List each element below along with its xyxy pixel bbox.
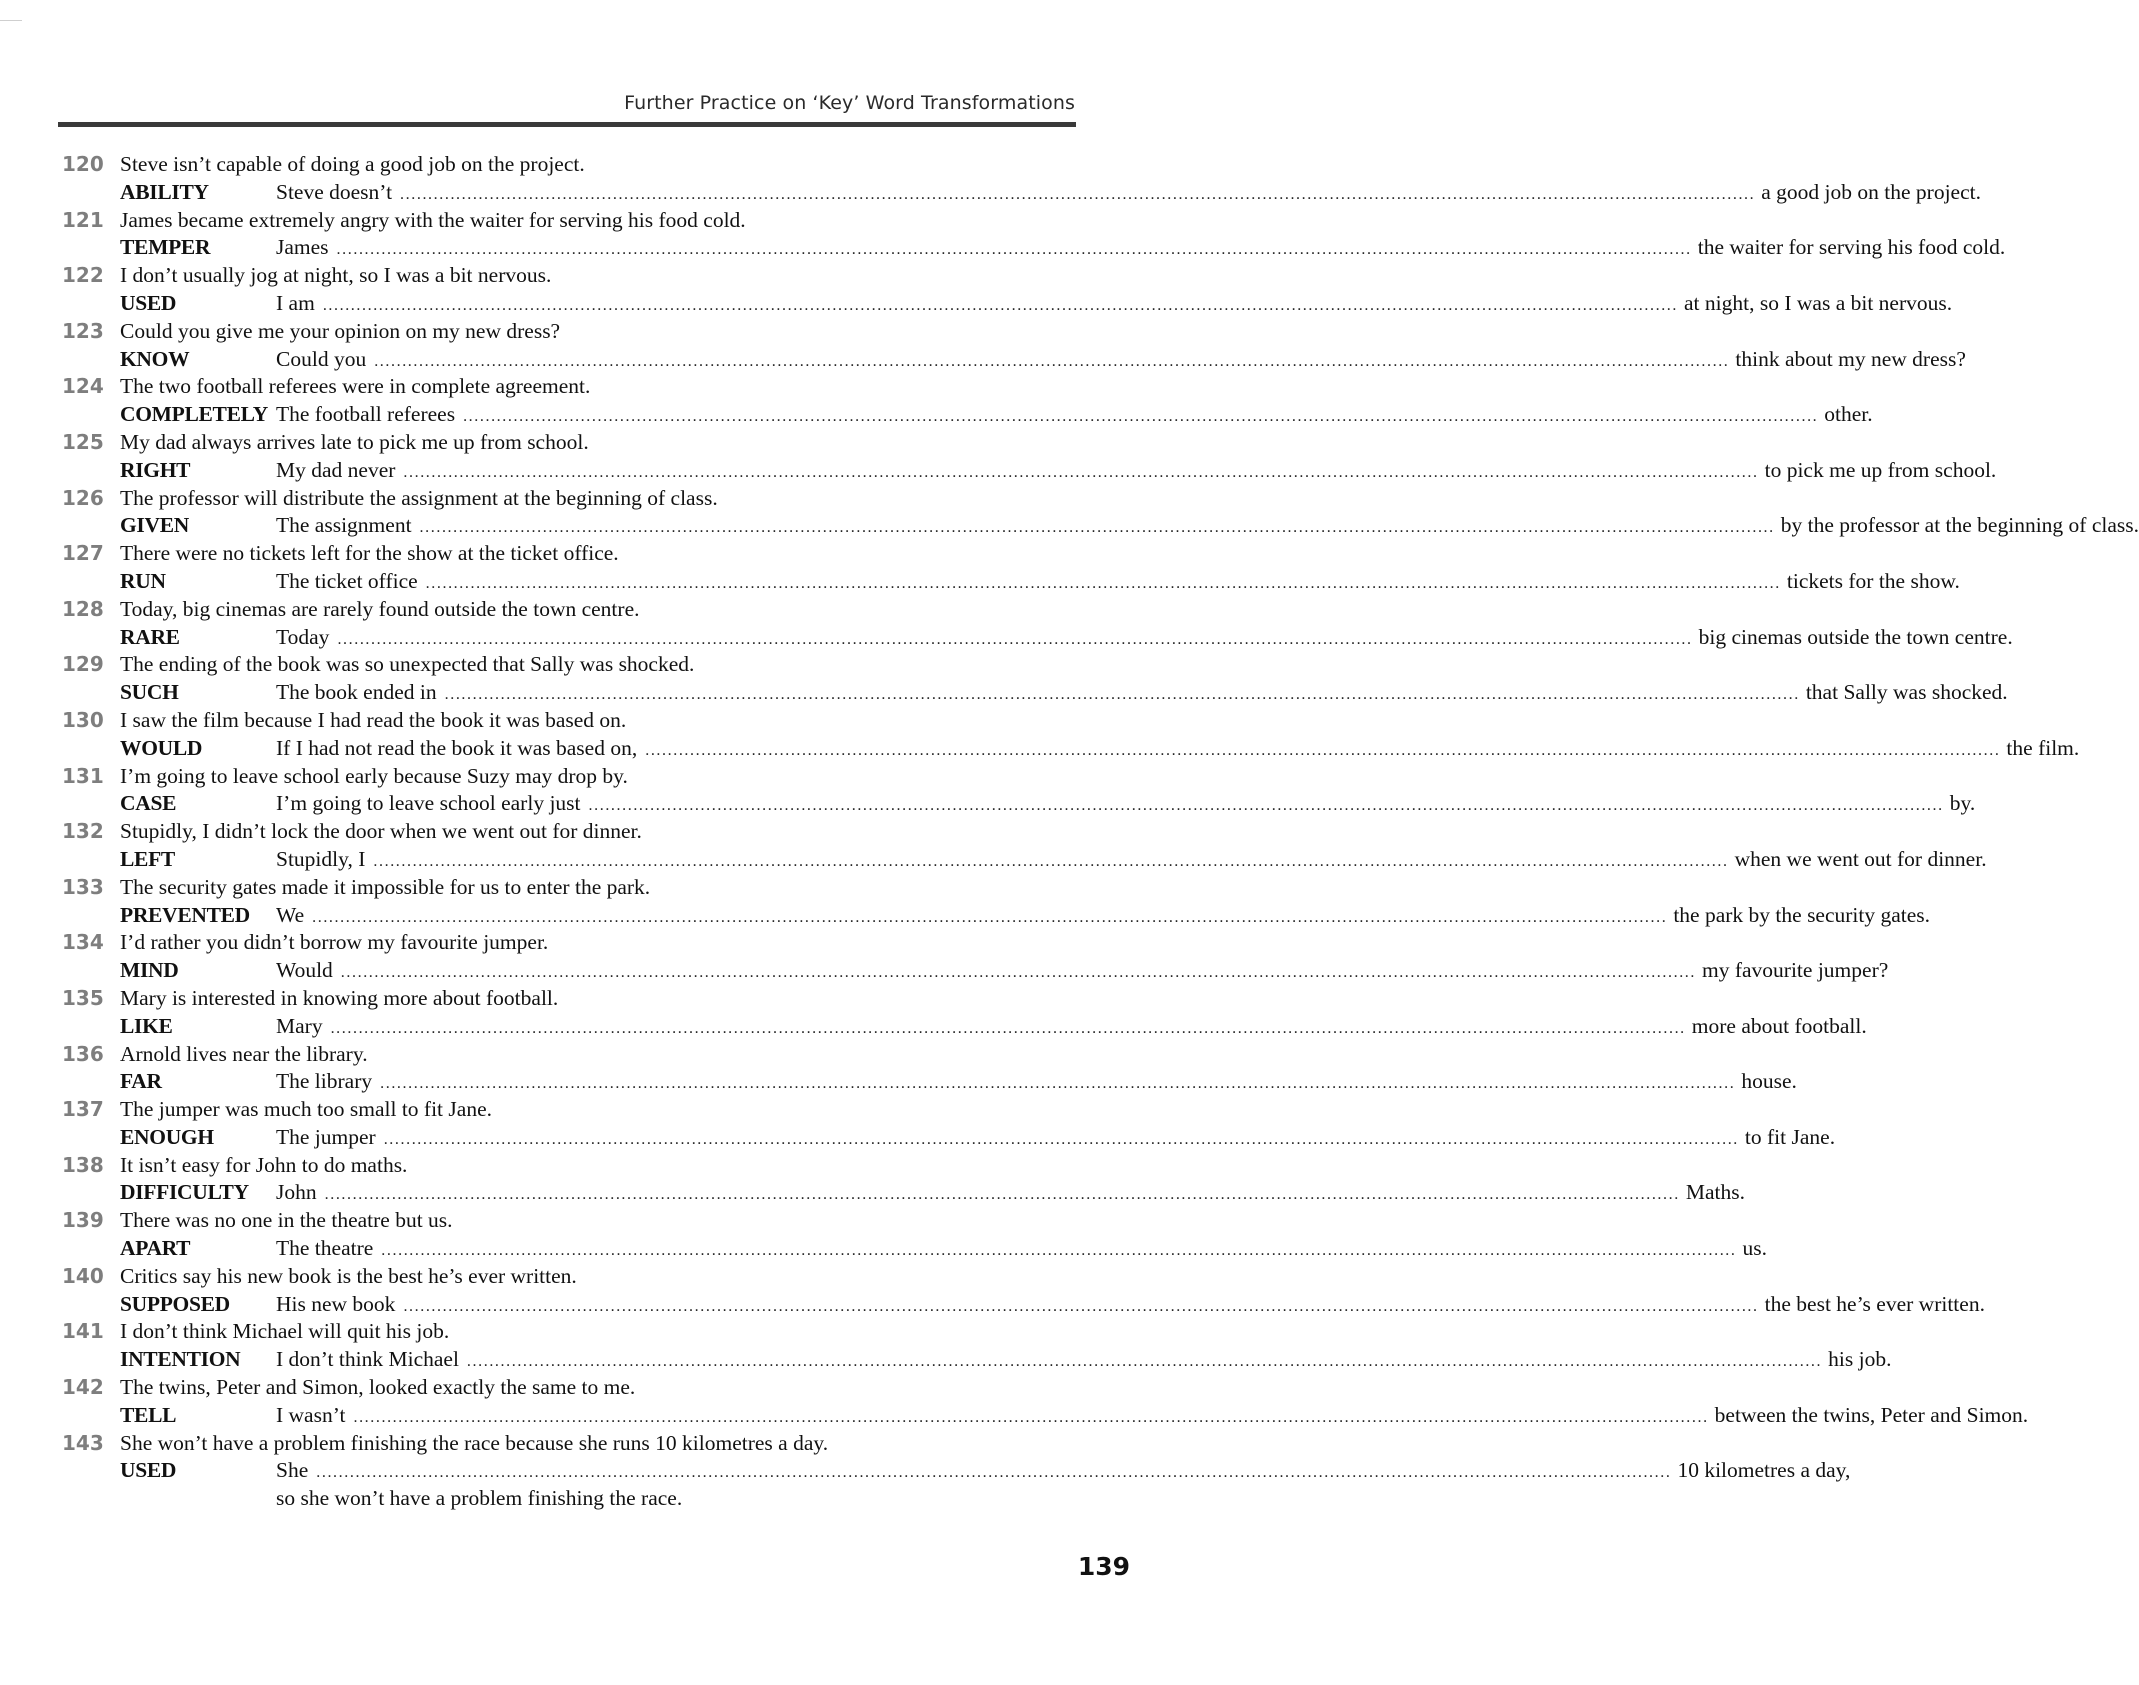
question-line xyxy=(0,929,1191,957)
item-number: 122 xyxy=(62,263,104,288)
key-word: TEMPER xyxy=(120,235,211,260)
answer-sentence xyxy=(276,346,1966,376)
key-word: CASE xyxy=(120,791,177,816)
answer-blank[interactable]: .................................................................................................................................................................................................................................................. xyxy=(403,463,1759,481)
answer-suffix: us. xyxy=(1742,1236,1767,1261)
answer-line xyxy=(0,1068,1797,1096)
answer-line xyxy=(0,1457,1851,1485)
key-word: ENOUGH xyxy=(120,1124,214,1149)
answer-prefix: The jumper xyxy=(276,1124,376,1149)
exercise-item xyxy=(0,1152,1745,1208)
answer-line xyxy=(0,179,1981,207)
question-text: I saw the film because I had read the book it was based on. xyxy=(120,707,627,732)
item-number: 140 xyxy=(62,1263,104,1288)
item-number: 120 xyxy=(62,152,104,176)
answer-line xyxy=(0,902,1931,930)
key-word: TELL xyxy=(120,1402,177,1427)
answer-prefix: I’m going to leave school early just xyxy=(276,791,581,816)
answer-prefix: I don’t think Michael xyxy=(276,1347,459,1372)
question-text: Today, big cinemas are rarely found outside the town centre. xyxy=(120,596,640,621)
answer-blank[interactable]: .................................................................................................................................................................................................................................................. xyxy=(645,741,2001,759)
answer-blank[interactable]: .................................................................................................................................................................................................................................................. xyxy=(353,1408,1709,1426)
answer-line xyxy=(0,457,1997,485)
question-line xyxy=(0,1374,1191,1402)
exercise-item xyxy=(0,1263,1985,1319)
exercise-item xyxy=(0,596,2013,652)
item-number: 141 xyxy=(62,1319,104,1344)
answer-blank[interactable]: .................................................................................................................................................................................................................................................. xyxy=(374,352,1730,370)
answer-line xyxy=(0,1346,1892,1374)
item-number: 131 xyxy=(62,763,104,788)
answer-blank[interactable]: .................................................................................................................................................................................................................................................. xyxy=(383,1130,1739,1148)
answer-line xyxy=(0,1013,1867,1041)
exercise-item xyxy=(0,485,2139,541)
answer-line xyxy=(0,1291,1985,1319)
exercise-item xyxy=(0,1207,1767,1263)
key-word: COMPLETELY xyxy=(120,402,268,427)
question-text: Arnold lives near the library. xyxy=(120,1041,368,1066)
question-line xyxy=(0,151,1191,179)
answer-suffix: when we went out for dinner. xyxy=(1734,846,1987,871)
answer-blank[interactable]: .................................................................................................................................................................................................................................................. xyxy=(312,908,1668,926)
question-line xyxy=(0,485,1191,513)
item-number: 129 xyxy=(62,652,104,677)
question-line xyxy=(0,596,1191,624)
question-text: It isn’t easy for John to do maths. xyxy=(120,1152,408,1177)
answer-sentence xyxy=(276,1013,1867,1043)
answer-prefix: Could you xyxy=(276,346,367,371)
question-line xyxy=(0,707,1191,735)
question-line xyxy=(0,1318,1191,1346)
question-text: Critics say his new book is the best he’s ever written. xyxy=(120,1263,577,1288)
answer-prefix: I am xyxy=(276,290,315,315)
question-line xyxy=(0,540,1191,568)
answer-prefix: His new book xyxy=(276,1291,396,1316)
question-text: James became extremely angry with the waiter for serving his food cold. xyxy=(120,207,746,232)
item-number: 121 xyxy=(62,207,104,232)
item-number: 125 xyxy=(62,429,104,454)
answer-suffix: house. xyxy=(1741,1069,1797,1094)
key-word: INTENTION xyxy=(120,1347,241,1372)
exercise-item xyxy=(0,151,1981,207)
page-corner-mark xyxy=(0,20,22,21)
answer-prefix: The assignment xyxy=(276,513,412,538)
answer-blank[interactable]: .................................................................................................................................................................................................................................................. xyxy=(425,574,1781,592)
answer-blank[interactable]: .................................................................................................................................................................................................................................................. xyxy=(337,630,1693,648)
exercise-item xyxy=(0,818,1987,874)
question-text: I don’t usually jog at night, so I was a bit nervous. xyxy=(120,263,552,288)
answer-sentence xyxy=(276,179,1981,209)
key-word: WOULD xyxy=(120,735,203,760)
key-word: GIVEN xyxy=(120,513,189,538)
exercise-item xyxy=(0,651,2008,707)
key-word: FAR xyxy=(120,1069,162,1094)
question-line xyxy=(0,763,1191,791)
answer-sentence xyxy=(276,1068,1797,1098)
answer-line xyxy=(0,512,2139,540)
key-word: USED xyxy=(120,290,177,315)
answer-sentence xyxy=(276,846,1987,876)
item-number: 126 xyxy=(62,485,104,510)
question-line xyxy=(0,207,1191,235)
answer-prefix: James xyxy=(276,235,329,260)
answer-sentence xyxy=(276,624,2013,654)
page-number: 139 xyxy=(1077,1552,1130,1581)
answer-prefix: We xyxy=(276,902,305,927)
answer-suffix: between the twins, Peter and Simon. xyxy=(1714,1402,2029,1427)
answer-sentence xyxy=(276,234,2006,264)
exercise-item xyxy=(0,1430,1851,1513)
answer-sentence xyxy=(276,401,1873,431)
question-line xyxy=(0,1430,1191,1458)
exercise-item xyxy=(0,207,2006,263)
answer-suffix: by. xyxy=(1949,791,1976,816)
item-number: 132 xyxy=(62,819,104,844)
answer-prefix: Mary xyxy=(276,1013,323,1038)
answer-suffix: the park by the security gates. xyxy=(1673,902,1931,927)
question-text: The ending of the book was so unexpected that Sally was shocked. xyxy=(120,652,695,677)
question-text: Stupidly, I didn’t lock the door when we went out for dinner. xyxy=(120,819,642,844)
answer-suffix: Maths. xyxy=(1685,1180,1745,1205)
question-text: Could you give me your opinion on my new dress? xyxy=(120,318,561,343)
key-word: MIND xyxy=(120,958,179,983)
exercise-item xyxy=(0,1096,1836,1152)
item-number: 133 xyxy=(62,874,104,899)
exercise-item xyxy=(0,707,2080,763)
question-line xyxy=(0,262,1191,290)
question-line xyxy=(0,651,1191,679)
question-text: I don’t think Michael will quit his job. xyxy=(120,1319,450,1344)
exercise-item xyxy=(0,763,1976,819)
question-text: Steve isn’t capable of doing a good job on the project. xyxy=(120,152,585,176)
exercise-item xyxy=(0,373,1873,429)
answer-blank[interactable]: .................................................................................................................................................................................................................................................. xyxy=(381,1242,1737,1260)
answer-blank[interactable]: .................................................................................................................................................................................................................................................. xyxy=(316,1464,1672,1482)
question-line xyxy=(0,985,1191,1013)
answer-sentence xyxy=(276,790,1976,820)
exercise-item xyxy=(0,540,1960,596)
answer-blank[interactable]: .................................................................................................................................................................................................................................................. xyxy=(380,1075,1736,1093)
answer-sentence xyxy=(276,1346,1892,1376)
question-text: She won’t have a problem finishing the race because she runs 10 kilometres a day. xyxy=(120,1430,829,1455)
answer-line xyxy=(0,679,2008,707)
answer-line xyxy=(0,1235,1767,1263)
answer-prefix: The ticket office xyxy=(276,568,418,593)
answer-sentence xyxy=(276,457,1997,487)
answer-sentence xyxy=(276,1179,1745,1209)
exercise-item xyxy=(0,429,1997,485)
answer-suffix: other. xyxy=(1824,402,1873,427)
question-text: The security gates made it impossible for us to enter the park. xyxy=(120,874,651,899)
answer-blank[interactable]: .................................................................................................................................................................................................................................................. xyxy=(324,1186,1680,1204)
item-number: 127 xyxy=(62,541,104,566)
exercise-item xyxy=(0,1374,2029,1430)
question-line xyxy=(0,318,1191,346)
question-line xyxy=(0,1152,1191,1180)
exercise-item xyxy=(0,985,1867,1041)
answer-line xyxy=(0,290,1953,318)
item-number: 134 xyxy=(62,930,104,955)
item-number: 135 xyxy=(62,985,104,1010)
answer-prefix: The book ended in xyxy=(276,680,437,705)
question-line xyxy=(0,1041,1191,1069)
question-text: I’m going to leave school early because Suzy may drop by. xyxy=(120,763,628,788)
exercise-item xyxy=(0,929,1889,985)
exercise-item xyxy=(0,262,1953,318)
key-word: RIGHT xyxy=(120,457,191,482)
question-text: The two football referees were in complete agreement. xyxy=(120,374,591,399)
item-number: 139 xyxy=(62,1208,104,1233)
answer-line xyxy=(0,1124,1836,1152)
key-word: LIKE xyxy=(120,1013,173,1038)
answer-blank[interactable]: .................................................................................................................................................................................................................................................. xyxy=(444,686,1800,704)
answer-sentence xyxy=(276,1457,1851,1487)
answer-suffix: to pick me up from school. xyxy=(1764,457,1997,482)
answer-prefix: I wasn’t xyxy=(276,1402,346,1427)
question-text: There was no one in the theatre but us. xyxy=(120,1208,453,1233)
question-line xyxy=(0,818,1191,846)
answer-blank[interactable]: .................................................................................................................................................................................................................................................. xyxy=(588,797,1944,815)
answer-prefix: Would xyxy=(276,958,333,983)
answer-prefix: The theatre xyxy=(276,1236,374,1261)
key-word: SUCH xyxy=(120,680,179,705)
answer-prefix: Stupidly, I xyxy=(276,846,366,871)
answer-blank[interactable]: .................................................................................................................................................................................................................................................. xyxy=(322,296,1679,314)
answer-suffix: 10 kilometres a day, xyxy=(1677,1458,1851,1483)
question-line xyxy=(0,1207,1191,1235)
answer-sentence xyxy=(276,735,2080,765)
answer-line xyxy=(0,1402,2029,1430)
answer-line xyxy=(0,624,2013,652)
key-word: USED xyxy=(120,1458,177,1483)
question-text: My dad always arrives late to pick me up from school. xyxy=(120,429,589,454)
answer-line xyxy=(0,1179,1745,1207)
answer-blank[interactable]: .................................................................................................................................................................................................................................................. xyxy=(400,185,1756,203)
answer-continuation: so she won’t have a problem finishing the race. xyxy=(276,1486,683,1511)
question-line xyxy=(0,429,1191,457)
answer-suffix: a good job on the project. xyxy=(1761,179,1981,204)
answer-suffix: think about my new dress? xyxy=(1735,346,1966,371)
exercise-item xyxy=(0,1318,1892,1374)
answer-suffix: at night, so I was a bit nervous. xyxy=(1684,290,1953,315)
answer-sentence xyxy=(276,1235,1767,1265)
answer-blank[interactable]: .................................................................................................................................................................................................................................................. xyxy=(463,408,1819,426)
question-text: Mary is interested in knowing more about football. xyxy=(120,985,559,1010)
answer-prefix: The football referees xyxy=(276,402,456,427)
running-header: Further Practice on ‘Key’ Word Transformations xyxy=(624,92,1075,114)
answer-blank[interactable]: .................................................................................................................................................................................................................................................. xyxy=(373,852,1729,870)
exercise-list xyxy=(0,151,2139,1513)
key-word: KNOW xyxy=(120,346,190,371)
answer-suffix: his job. xyxy=(1828,1347,1892,1372)
item-number: 142 xyxy=(62,1375,104,1400)
item-number: 128 xyxy=(62,596,104,621)
answer-prefix: My dad never xyxy=(276,457,396,482)
answer-sentence xyxy=(276,957,1889,987)
answer-suffix: the best he’s ever written. xyxy=(1764,1291,1985,1316)
answer-line xyxy=(0,790,1976,818)
exercise-item xyxy=(0,318,1966,374)
answer-blank[interactable]: .................................................................................................................................................................................................................................................. xyxy=(419,519,1775,537)
question-line xyxy=(0,874,1191,902)
key-word: RARE xyxy=(120,624,180,649)
answer-blank[interactable]: .................................................................................................................................................................................................................................................. xyxy=(330,1019,1686,1037)
answer-line xyxy=(0,568,1960,596)
key-word: SUPPOSED xyxy=(120,1291,230,1316)
answer-sentence xyxy=(276,568,1960,598)
key-word: RUN xyxy=(120,568,166,593)
answer-line xyxy=(0,846,1987,874)
answer-prefix: John xyxy=(276,1180,317,1205)
key-word: APART xyxy=(120,1236,191,1261)
key-word: DIFFICULTY xyxy=(120,1180,249,1205)
answer-blank[interactable]: .................................................................................................................................................................................................................................................. xyxy=(340,964,1696,982)
key-word: LEFT xyxy=(120,846,175,871)
question-line xyxy=(0,1263,1191,1291)
answer-suffix: tickets for the show. xyxy=(1786,568,1960,593)
answer-suffix: by the professor at the beginning of class. xyxy=(1780,513,2139,538)
item-number: 143 xyxy=(62,1430,104,1455)
answer-line xyxy=(0,735,2080,763)
item-number: 137 xyxy=(62,1097,104,1122)
answer-sentence xyxy=(276,1291,1985,1321)
answer-blank[interactable]: .................................................................................................................................................................................................................................................. xyxy=(403,1297,1759,1315)
answer-sentence xyxy=(276,902,1931,932)
answer-line xyxy=(0,957,1889,985)
exercise-item xyxy=(0,1041,1797,1097)
question-text: The professor will distribute the assignment at the beginning of class. xyxy=(120,485,718,510)
header-rule xyxy=(58,122,1076,127)
answer-suffix: the film. xyxy=(2006,735,2080,760)
question-text: I’d rather you didn’t borrow my favourite jumper. xyxy=(120,930,549,955)
answer-prefix: The library xyxy=(276,1069,373,1094)
answer-sentence xyxy=(276,512,2139,542)
answer-suffix: that Sally was shocked. xyxy=(1805,680,2008,705)
question-text: There were no tickets left for the show at the ticket office. xyxy=(120,541,619,566)
answer-suffix: the waiter for serving his food cold. xyxy=(1697,235,2006,260)
key-word: PREVENTED xyxy=(120,902,250,927)
question-line xyxy=(0,1096,1191,1124)
answer-sentence xyxy=(276,290,1953,320)
answer-prefix: She xyxy=(276,1458,309,1483)
answer-suffix: more about football. xyxy=(1691,1013,1867,1038)
item-number: 124 xyxy=(62,374,104,399)
item-number: 130 xyxy=(62,707,104,732)
item-number: 123 xyxy=(62,318,104,343)
answer-prefix: Steve doesn’t xyxy=(276,179,393,204)
question-text: The twins, Peter and Simon, looked exactly the same to me. xyxy=(120,1375,636,1400)
answer-suffix: to fit Jane. xyxy=(1744,1124,1836,1149)
answer-suffix: big cinemas outside the town centre. xyxy=(1698,624,2013,649)
question-text: The jumper was much too small to fit Jane. xyxy=(120,1097,492,1122)
answer-prefix: Today xyxy=(276,624,330,649)
answer-sentence xyxy=(276,1402,2029,1432)
answer-blank[interactable]: .................................................................................................................................................................................................................................................. xyxy=(466,1353,1823,1371)
key-word: ABILITY xyxy=(120,179,209,204)
question-line xyxy=(0,373,1191,401)
item-number: 138 xyxy=(62,1152,104,1177)
answer-sentence xyxy=(276,679,2008,709)
answer-sentence xyxy=(276,1124,1836,1154)
answer-blank[interactable]: .................................................................................................................................................................................................................................................. xyxy=(336,241,1692,259)
answer-line xyxy=(0,234,2006,262)
answer-line xyxy=(0,401,1873,429)
answer-line xyxy=(0,346,1966,374)
exercise-item xyxy=(0,874,1931,930)
answer-prefix: If I had not read the book it was based on, xyxy=(276,735,638,760)
item-number: 136 xyxy=(62,1041,104,1066)
answer-suffix: my favourite jumper? xyxy=(1702,958,1889,983)
